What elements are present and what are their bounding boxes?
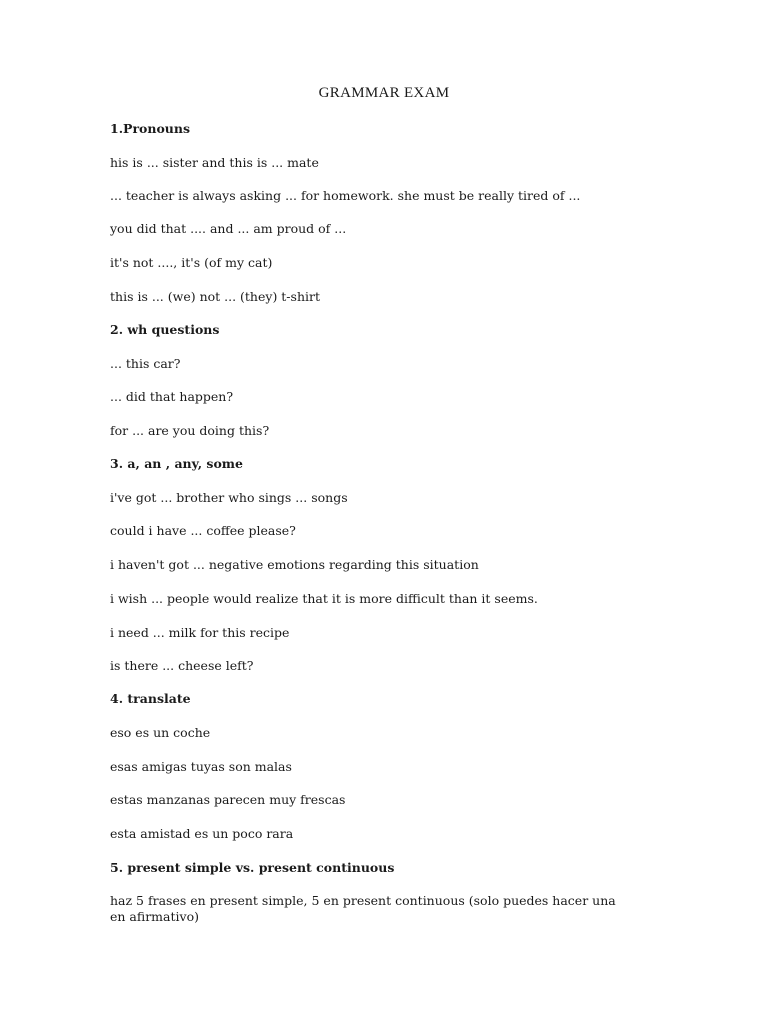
exercise-line: eso es un coche xyxy=(110,725,211,740)
exercise-line: i wish ... people would realize that it is more difficult than it seems. xyxy=(110,591,538,606)
section-heading-articles: 3. a, an , any, some xyxy=(110,456,243,471)
page-title: GRAMMAR EXAM xyxy=(318,85,450,101)
exercise-line: ... this car? xyxy=(110,356,181,371)
exercise-line: i need ... milk for this recipe xyxy=(110,625,290,640)
section-heading-present-tenses: 5. present simple vs. present continuous xyxy=(110,860,395,875)
exercise-line: for ... are you doing this? xyxy=(110,423,270,438)
section-heading-wh-questions: 2. wh questions xyxy=(110,322,220,337)
exercise-line: his is ... sister and this is ... mate xyxy=(110,155,319,170)
exercise-line: ... teacher is always asking ... for homework. she must be really tired of ... xyxy=(110,188,581,203)
exercise-line: estas manzanas parecen muy frescas xyxy=(110,792,346,807)
exercise-line: esas amigas tuyas son malas xyxy=(110,759,292,774)
exercise-line: i haven't got ... negative emotions regarding this situation xyxy=(110,557,479,572)
exercise-line: is there ... cheese left? xyxy=(110,658,254,673)
exercise-line: i've got ... brother who sings ... songs xyxy=(110,490,348,505)
exercise-line: haz 5 frases en present simple, 5 en present continuous (solo puedes hacer una en afirmativo) xyxy=(110,893,616,924)
exercise-line: esta amistad es un poco rara xyxy=(110,826,294,841)
section-heading-pronouns: 1.Pronouns xyxy=(110,121,191,136)
exercise-line: could i have ... coffee please? xyxy=(110,523,296,538)
exercise-line: it's not ...., it's (of my cat) xyxy=(110,255,273,270)
exercise-line: ... did that happen? xyxy=(110,389,234,404)
exercise-line: you did that .... and ... am proud of ... xyxy=(110,221,347,236)
section-heading-translate: 4. translate xyxy=(110,691,191,706)
exercise-line: this is ... (we) not ... (they) t-shirt xyxy=(110,289,320,304)
